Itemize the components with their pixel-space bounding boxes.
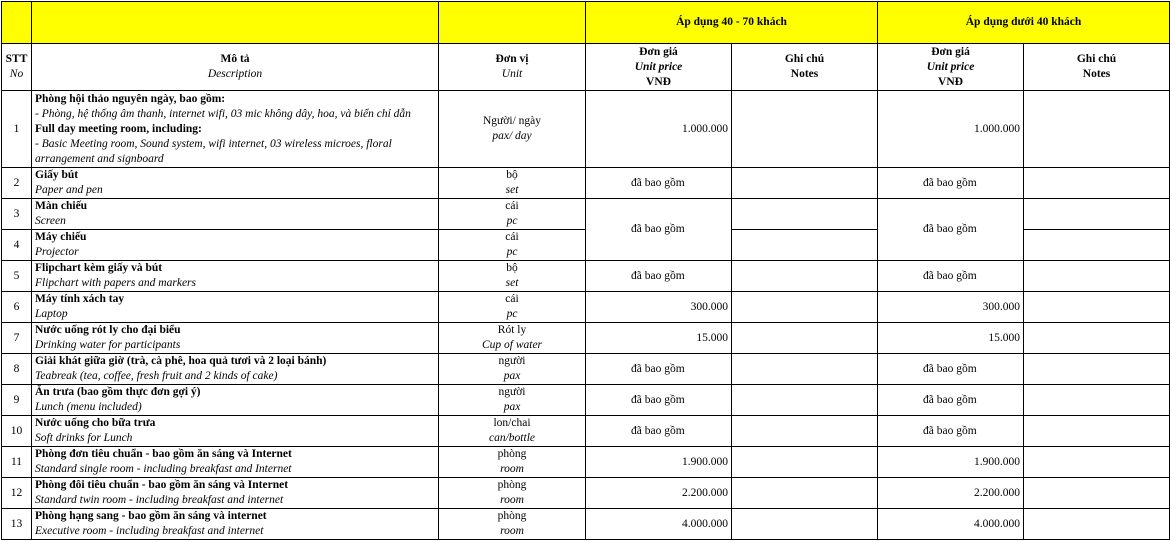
row-price-2: đã bao gồm bbox=[878, 354, 1024, 385]
row-no: 8 bbox=[2, 354, 32, 385]
row-note-1 bbox=[732, 292, 878, 323]
row-no: 6 bbox=[2, 292, 32, 323]
row-note-2 bbox=[1024, 478, 1170, 509]
table-row bbox=[2, 416, 1170, 447]
price-header-1: Đơn giá Unit price VNĐ bbox=[586, 44, 732, 91]
row-unit: người pax bbox=[439, 354, 586, 385]
note-header-1: Ghi chú Notes bbox=[732, 44, 878, 91]
row-price-1: đã bao gồm bbox=[586, 416, 732, 447]
row-no: 9 bbox=[2, 385, 32, 416]
row-desc: Giải khát giữa giờ (trà, cà phê, hoa quả tươi và 2 loại bánh) Teabreak (tea, coffee, fresh fruit and 2 kinds of cake) bbox=[32, 354, 439, 385]
group-header-row bbox=[2, 2, 1170, 44]
row-note-2 bbox=[1024, 199, 1170, 230]
header-blank-cell bbox=[439, 2, 586, 44]
row-note-2 bbox=[1024, 385, 1170, 416]
row-unit: cái pc bbox=[439, 199, 586, 230]
table-row bbox=[2, 385, 1170, 416]
row-no: 1 bbox=[2, 91, 32, 168]
row-price-1: 1.000.000 bbox=[586, 91, 732, 168]
row-desc: Phòng hạng sang - bao gồm ăn sáng và internet Executive room - including breakfast and internet bbox=[32, 509, 439, 540]
table-row bbox=[2, 354, 1170, 385]
row-note-1 bbox=[732, 385, 878, 416]
row-unit: bộ set bbox=[439, 168, 586, 199]
row-no: 13 bbox=[2, 509, 32, 540]
group2-header: Áp dụng dưới 40 khách bbox=[878, 2, 1170, 44]
row-note-2 bbox=[1024, 416, 1170, 447]
row-note-2 bbox=[1024, 230, 1170, 261]
row-unit: Rót ly Cup of water bbox=[439, 323, 586, 354]
row-price-2: 300.000 bbox=[878, 292, 1024, 323]
row-price-2: 4.000.000 bbox=[878, 509, 1024, 540]
row-note-1 bbox=[732, 261, 878, 292]
header-blank-cell bbox=[2, 2, 32, 44]
row-price-2: đã bao gồm bbox=[878, 168, 1024, 199]
row-unit: cái pc bbox=[439, 230, 586, 261]
desc-header: Mô tả Description bbox=[32, 44, 439, 91]
row-unit: phòng room bbox=[439, 447, 586, 478]
row-no: 3 bbox=[2, 199, 32, 230]
unit-header: Đơn vị Unit bbox=[439, 44, 586, 91]
row-price-2-merged: đã bao gồm bbox=[878, 199, 1024, 261]
column-header-row bbox=[2, 44, 1170, 91]
note-header-2: Ghi chú Notes bbox=[1024, 44, 1170, 91]
row-no: 11 bbox=[2, 447, 32, 478]
row-no: 7 bbox=[2, 323, 32, 354]
row-desc: Phòng đơn tiêu chuẩn - bao gồm ăn sáng và Internet Standard single room - including breakfast and Internet bbox=[32, 447, 439, 478]
row-price-1-merged: đã bao gồm bbox=[586, 199, 732, 261]
row-desc: Nước uống rót ly cho đại biểu Drinking water for participants bbox=[32, 323, 439, 354]
row-desc: Máy chiếu Projector bbox=[32, 230, 439, 261]
row-desc: Giấy bút Paper and pen bbox=[32, 168, 439, 199]
table-row bbox=[2, 447, 1170, 478]
row-no: 4 bbox=[2, 230, 32, 261]
row-desc: Flipchart kèm giấy và bút Flipchart with papers and markers bbox=[32, 261, 439, 292]
row-price-1: đã bao gồm bbox=[586, 385, 732, 416]
row-note-1 bbox=[732, 478, 878, 509]
row-unit: phòng room bbox=[439, 509, 586, 540]
row-unit: cái pc bbox=[439, 292, 586, 323]
row-unit: lon/chai can/bottle bbox=[439, 416, 586, 447]
row-note-2 bbox=[1024, 261, 1170, 292]
row-no: 10 bbox=[2, 416, 32, 447]
price-header-2: Đơn giá Unit price VNĐ bbox=[878, 44, 1024, 91]
row-note-2 bbox=[1024, 323, 1170, 354]
row-price-1: 300.000 bbox=[586, 292, 732, 323]
row-note-2 bbox=[1024, 168, 1170, 199]
row-unit: bộ set bbox=[439, 261, 586, 292]
table-row bbox=[2, 292, 1170, 323]
row-note-1 bbox=[732, 230, 878, 261]
row-price-2: đã bao gồm bbox=[878, 416, 1024, 447]
table-row bbox=[2, 91, 1170, 168]
row-price-2: 1.000.000 bbox=[878, 91, 1024, 168]
row-note-1 bbox=[732, 509, 878, 540]
row-note-1 bbox=[732, 323, 878, 354]
row-price-2: đã bao gồm bbox=[878, 261, 1024, 292]
row-price-1: đã bao gồm bbox=[586, 261, 732, 292]
row-note-1 bbox=[732, 354, 878, 385]
row-note-1 bbox=[732, 416, 878, 447]
row-price-2: 2.200.000 bbox=[878, 478, 1024, 509]
row-unit: Người/ ngày pax/ day bbox=[439, 91, 586, 168]
price-table bbox=[1, 1, 1170, 540]
row-note-2 bbox=[1024, 354, 1170, 385]
row-unit: người pax bbox=[439, 385, 586, 416]
row-price-2: đã bao gồm bbox=[878, 385, 1024, 416]
row-price-1: đã bao gồm bbox=[586, 168, 732, 199]
row-note-1 bbox=[732, 199, 878, 230]
table-row bbox=[2, 478, 1170, 509]
table-row bbox=[2, 168, 1170, 199]
stt-header: STT No bbox=[2, 44, 32, 91]
row-price-2: 1.900.000 bbox=[878, 447, 1024, 478]
row-desc: Nước uống cho bữa trưa Soft drinks for Lunch bbox=[32, 416, 439, 447]
row-desc: Phòng hội thảo nguyên ngày, bao gồm: - Phòng, hệ thống âm thanh, internet wifi, 03 mic không dây, hoa, và biển chỉ dẫn Full day meeting room, including: - Basic Meeting room, Sound system, wifi internet, 03 wireless microes, floral arrangement and signboard bbox=[32, 91, 439, 168]
row-note-2 bbox=[1024, 509, 1170, 540]
row-desc: Ăn trưa (bao gồm thực đơn gợi ý) Lunch (menu included) bbox=[32, 385, 439, 416]
row-note-2 bbox=[1024, 91, 1170, 168]
row-no: 5 bbox=[2, 261, 32, 292]
row-price-1: 1.900.000 bbox=[586, 447, 732, 478]
row-price-1: 4.000.000 bbox=[586, 509, 732, 540]
group1-header: Áp dụng 40 - 70 khách bbox=[586, 2, 878, 44]
row-price-1: 15.000 bbox=[586, 323, 732, 354]
row-no: 12 bbox=[2, 478, 32, 509]
row-desc: Phòng đôi tiêu chuẩn - bao gồm ăn sáng và Internet Standard twin room - including breakfast and internet bbox=[32, 478, 439, 509]
header-blank-cell bbox=[32, 2, 439, 44]
row-note-2 bbox=[1024, 447, 1170, 478]
row-note-1 bbox=[732, 168, 878, 199]
row-no: 2 bbox=[2, 168, 32, 199]
row-price-1: 2.200.000 bbox=[586, 478, 732, 509]
row-note-2 bbox=[1024, 292, 1170, 323]
row-price-2: 15.000 bbox=[878, 323, 1024, 354]
row-note-1 bbox=[732, 91, 878, 168]
table-row bbox=[2, 261, 1170, 292]
row-desc: Màn chiếu Screen bbox=[32, 199, 439, 230]
row-desc: Máy tính xách tay Laptop bbox=[32, 292, 439, 323]
table-row bbox=[2, 323, 1170, 354]
table-row bbox=[2, 509, 1170, 540]
row-price-1: đã bao gồm bbox=[586, 354, 732, 385]
row-note-1 bbox=[732, 447, 878, 478]
row-unit: phòng room bbox=[439, 478, 586, 509]
table-row bbox=[2, 199, 1170, 230]
